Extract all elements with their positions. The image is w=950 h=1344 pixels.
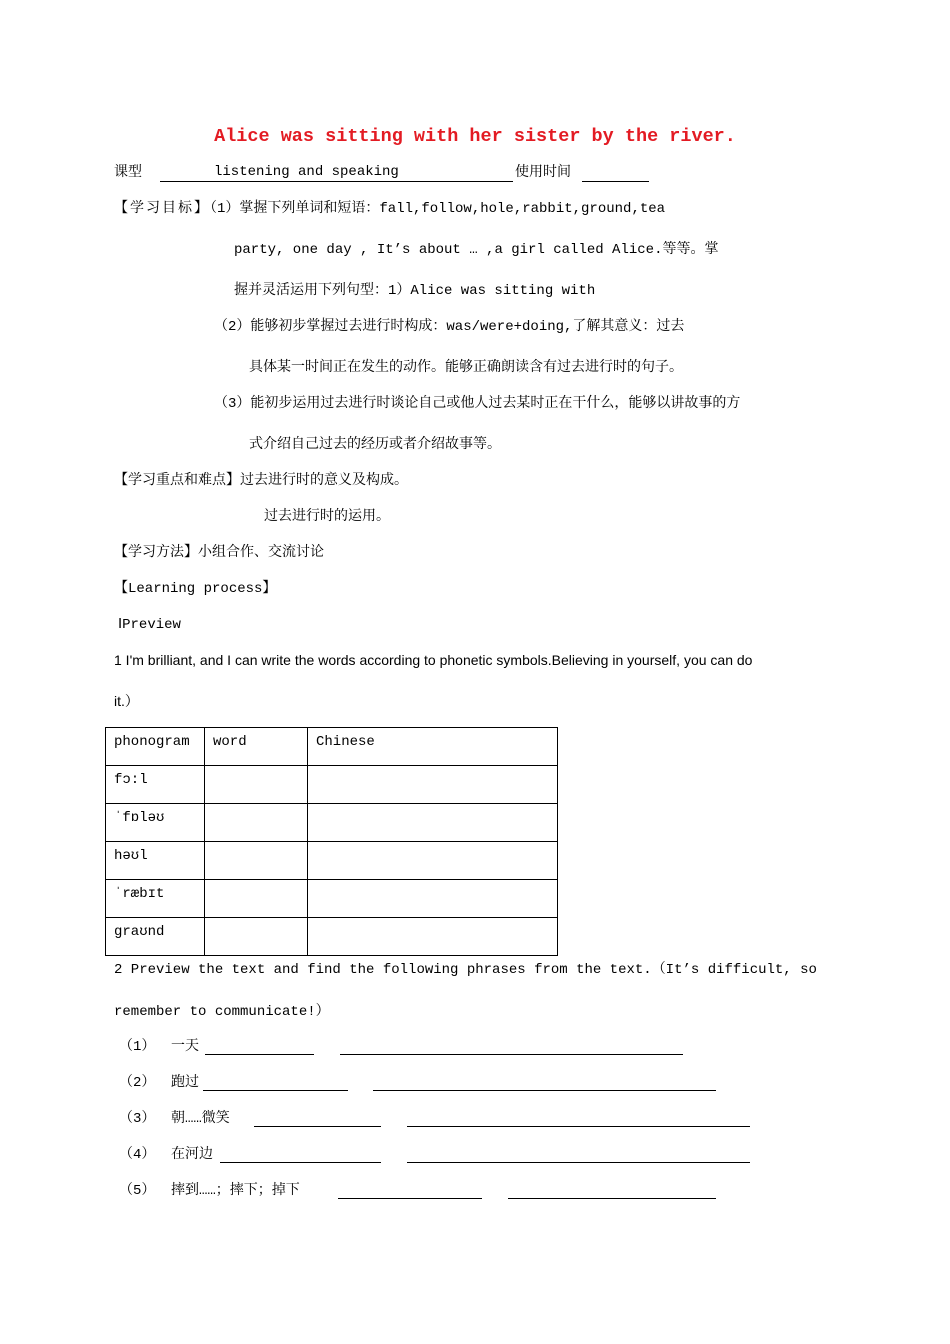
header-word: word [205, 728, 308, 766]
phonogram-cell: ˈfɒləʊ [106, 804, 205, 842]
objectives-text-1: （1）掌握下列单词和短语：fall,follow,hole,rabbit,ground,tea [210, 201, 666, 217]
objectives-line-5: 具体某一时间正在发生的动作。能够正确朗读含有过去进行时的句子。 [249, 360, 683, 376]
preview-heading: ⅠPreview [118, 617, 181, 633]
answer-blank-1 [203, 1090, 348, 1091]
table-row [106, 880, 558, 918]
word-cell [205, 918, 308, 956]
key-points-line-2: 过去进行时的运用。 [264, 509, 390, 525]
answer-blank-1 [338, 1198, 482, 1199]
phrase-number: （5） [119, 1183, 156, 1199]
answer-blank-1 [220, 1162, 381, 1163]
answer-blank-1 [205, 1054, 314, 1055]
phonogram-cell: graʊnd [106, 918, 205, 956]
phonogram-cell: həʊl [106, 842, 205, 880]
method-line [114, 543, 920, 563]
answer-blank-2 [407, 1126, 750, 1127]
table-row [106, 918, 558, 956]
phrase-number: （3） [119, 1111, 156, 1127]
objectives-heading: 【学习目标】 [114, 201, 210, 217]
key-points-text-1: 过去进行时的意义及构成。 [240, 473, 408, 489]
chinese-cell [308, 804, 558, 842]
chinese-cell [308, 880, 558, 918]
course-type-label: 课型 [114, 165, 142, 181]
table-row [106, 766, 558, 804]
phrase-item-2 [0, 1073, 950, 1093]
key-points-heading: 【学习重点和难点】 [114, 473, 240, 489]
phrase-label: 跑过 [171, 1075, 199, 1091]
objectives-line-1 [114, 199, 920, 219]
phonogram-cell: ˈræbɪt [106, 880, 205, 918]
table-row [106, 842, 558, 880]
objectives-line-4: （2）能够初步掌握过去进行时构成：was/were+doing,了解其意义：过去 [214, 319, 685, 335]
answer-blank-2 [340, 1054, 683, 1055]
task2-instruction-line-1: 2 Preview the text and find the following phrases from the text.（It’s difficult, so [114, 962, 817, 978]
phrase-label: 在河边 [171, 1147, 213, 1163]
phrase-number: （1） [119, 1039, 156, 1055]
usage-time-label: 使用时间 [515, 165, 571, 181]
phrase-label: 朝……微笑 [171, 1111, 230, 1127]
answer-blank-2 [508, 1198, 716, 1199]
phonetic-table [105, 727, 558, 956]
chinese-cell [308, 918, 558, 956]
word-cell [205, 804, 308, 842]
task2-instruction-line-2: remember to communicate!） [114, 1004, 330, 1020]
phrase-label: 摔到……；摔下；掉下 [171, 1183, 300, 1199]
answer-blank-2 [407, 1162, 750, 1163]
usage-time-blank [582, 181, 649, 182]
answer-blank-2 [373, 1090, 716, 1091]
word-cell [205, 880, 308, 918]
objectives-line-2: party, one day , It’s about … ,a girl called Alice.等等。掌 [234, 242, 719, 258]
course-type-value: listening and speaking [160, 164, 513, 182]
objectives-line-3: 握并灵活运用下列句型：1）Alice was sitting with [234, 283, 596, 299]
phrase-number: （4） [119, 1147, 156, 1163]
table-header-row [106, 728, 558, 766]
phrase-number: （2） [119, 1075, 156, 1091]
phrase-item-5 [0, 1181, 950, 1201]
answer-blank-1 [254, 1126, 381, 1127]
objectives-line-6: （3）能初步运用过去进行时谈论自己或他人过去某时正在干什么，能够以讲故事的方 [214, 396, 741, 412]
objectives-line-7: 式介绍自己过去的经历或者介绍故事等。 [249, 437, 501, 453]
task1-instruction-line-1: 1 I'm brilliant, and I can write the words according to phonetic symbols.Believing in yourself, you can do [114, 652, 753, 668]
word-cell [205, 842, 308, 880]
phrase-item-1 [0, 1037, 950, 1057]
task1-instruction-line-2: it.） [114, 693, 139, 709]
method-text: 小组合作、交流讨论 [198, 545, 324, 561]
phonogram-cell: fɔ:l [106, 766, 205, 804]
key-points-line-1 [114, 471, 920, 491]
learning-process-heading: 【Learning process】 [114, 581, 277, 597]
phrase-item-4 [0, 1145, 950, 1165]
phrase-item-3 [0, 1109, 950, 1129]
method-heading: 【学习方法】 [114, 545, 198, 561]
page-title: Alice was sitting with her sister by the river. [214, 126, 736, 147]
chinese-cell [308, 766, 558, 804]
table-row [106, 804, 558, 842]
header-phonogram: phonogram [106, 728, 205, 766]
header-chinese: Chinese [308, 728, 558, 766]
phrase-label: 一天 [171, 1039, 199, 1055]
chinese-cell [308, 842, 558, 880]
word-cell [205, 766, 308, 804]
